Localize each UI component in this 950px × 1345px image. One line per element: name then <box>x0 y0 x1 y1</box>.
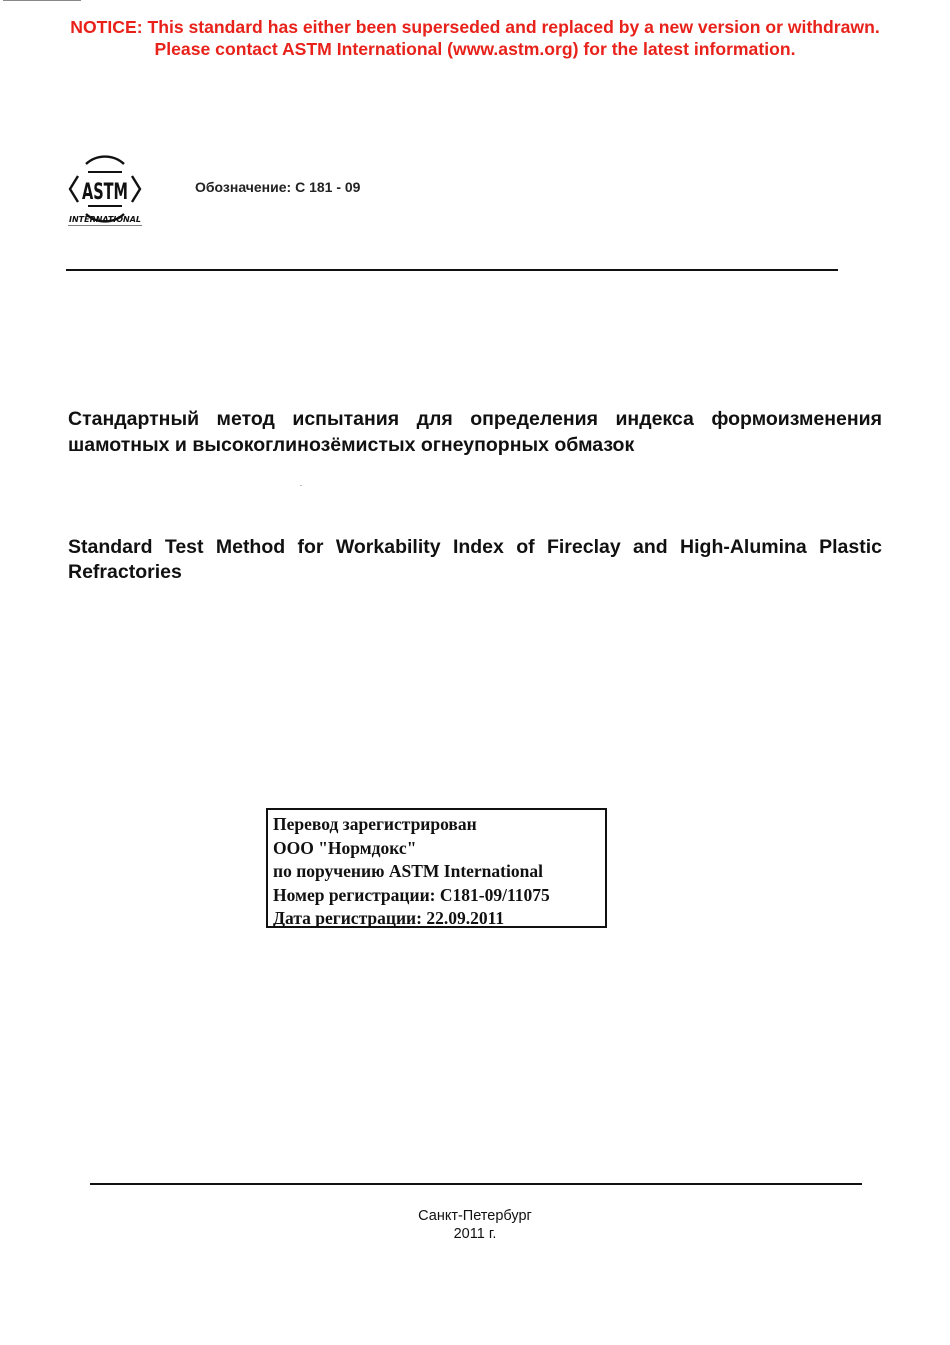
registration-line-company: ООО "Нормдокс" <box>273 837 417 858</box>
astm-logo <box>66 158 144 228</box>
logo-international-text: INTERNATIONAL <box>69 215 142 224</box>
footer-city: Санкт-Петербург <box>418 1208 532 1224</box>
registration-line-commission: по поручению ASTM International <box>273 861 543 881</box>
supersession-notice <box>0 16 950 60</box>
title-english: Standard Test Method for Workability Index of Fireclay and High-Alumina Plastic Refractories <box>68 536 882 583</box>
logo-monogram: ASTM <box>82 180 128 205</box>
registration-line-translated: Перевод зарегистрирован <box>273 814 477 834</box>
registration-box <box>266 808 607 928</box>
top-edge-stub <box>3 0 81 1</box>
registration-number: Номер регистрации: C181-09/11075 <box>273 884 550 905</box>
top-divider <box>66 269 838 271</box>
standard-designation: Обозначение: C 181 - 09 <box>195 179 361 195</box>
stray-mark <box>300 485 302 486</box>
registration-date: Дата регистрации: 22.09.2011 <box>273 908 505 928</box>
notice-line-1: NOTICE: This standard has either been superseded and replaced by a new version or withdrawn. <box>70 17 880 37</box>
notice-line-2: Please contact ASTM International (www.astm.org) for the latest information. <box>154 39 796 59</box>
footer-year: 2011 г. <box>453 1226 497 1242</box>
bottom-divider <box>90 1183 862 1185</box>
title-russian: Стандартный метод испытания для определения индекса формоизменения шамотных и высокоглинозёмистых огнеупорных обмазок <box>68 408 882 456</box>
footer <box>0 1207 950 1243</box>
